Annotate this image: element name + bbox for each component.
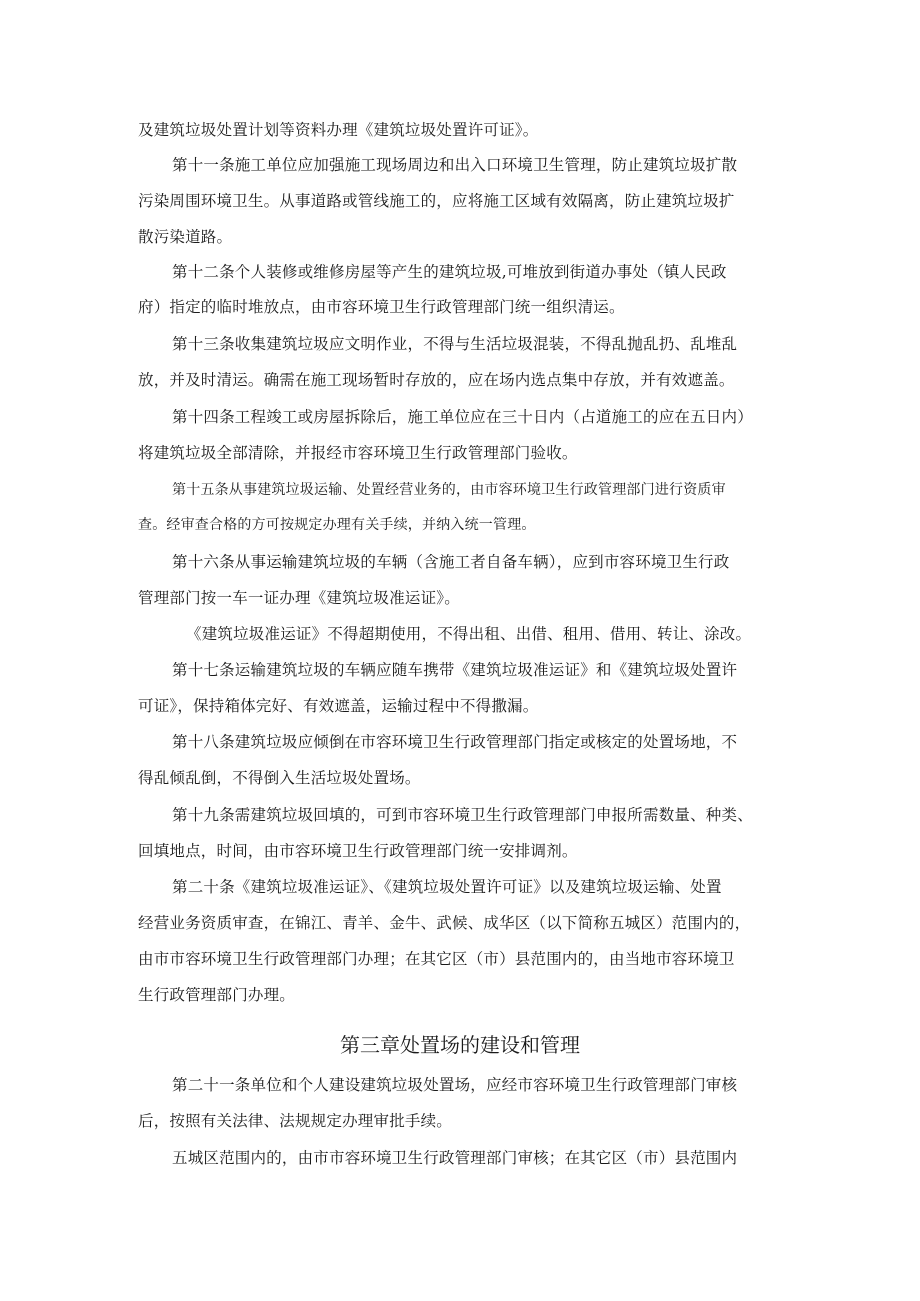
article-15-line-1: 第十五条从事建筑垃圾运输、处置经营业务的，由市容环境卫生行政管理部门进行资质审: [172, 482, 726, 498]
article-16-line-1: 第十六条从事运输建筑垃圾的车辆（含施工者自备车辆），应到市容环境卫生行政: [172, 553, 730, 571]
article-13-line-1: 第十三条收集建筑垃圾应文明作业，不得与生活垃圾混装，不得乱抛乱扔、乱堆乱: [172, 335, 738, 353]
article-21-line-2: 后，按照有关法律、法规规定办理审批手续。: [138, 1112, 453, 1130]
article-11-line-3: 散污染道路。: [138, 228, 233, 246]
article-12-line-2: 府）指定的临时堆放点，由市容环境卫生行政管理部门统一组织清运。: [138, 298, 625, 316]
article-17-line-1: 第十七条运输建筑垃圾的车辆应随车携带《建筑垃圾准运证》和《建筑垃圾处置许: [172, 661, 738, 679]
text-line: 五城区范围内的，由市市容环境卫生行政管理部门审核；在其它区（市）县范围内: [172, 1149, 738, 1167]
article-17-line-2: 可证》，保持箱体完好、有效遮盖，运输过程中不得撒漏。: [138, 697, 539, 715]
article-16-line-2: 管理部门按一车一证办理《建筑垃圾准运证》。: [138, 589, 460, 607]
article-18-line-2: 得乱倾乱倒，不得倒入生活垃圾处置场。: [138, 769, 421, 787]
article-14-line-2: 将建筑垃圾全部清除，并报经市容环境卫生行政管理部门验收。: [138, 444, 578, 462]
article-18-line-1: 第十八条建筑垃圾应倾倒在市容环境卫生行政管理部门指定或核定的处置场地，不: [172, 733, 738, 751]
text-line: 及建筑垃圾处置计划等资料办理《建筑垃圾处置许可证》。: [138, 121, 539, 139]
article-21-line-1: 第二十一条单位和个人建设建筑垃圾处置场，应经市容环境卫生行政管理部门审核: [172, 1076, 738, 1094]
article-20-line-2: 经营业务资质审查，在锦江、青羊、金牛、武候、成华区（以下简称五城区）范围内的，: [138, 914, 751, 932]
article-13-line-2: 放，并及时清运。确需在施工现场暂时存放的，应在场内选点集中存放，并有效遮盖。: [138, 371, 735, 389]
article-19-line-1: 第十九条需建筑垃圾回填的，可到市容环境卫生行政管理部门申报所需数量、种类、: [172, 806, 753, 824]
article-14-line-1: 第十四条工程竣工或房屋拆除后，施工单位应在三十日内（占道施工的应在五日内）: [172, 408, 753, 426]
article-11-line-2: 污染周围环境卫生。从事道路或管线施工的，应将施工区域有效隔离，防止建筑垃圾扩: [138, 192, 735, 210]
article-11-line-1: 第十一条施工单位应加强施工现场周边和出入口环境卫生管理，防止建筑垃圾扩散: [172, 156, 738, 174]
article-15-line-2: 查。经审查合格的方可按规定办理有关手续，并纳入统一管理。: [138, 517, 536, 533]
chapter-heading: 第三章处置场的建设和管理: [340, 1033, 580, 1057]
permit-rule-line: 《建筑垃圾准运证》不得超期使用，不得出租、出借、租用、借用、转让、涂改。: [186, 625, 752, 643]
article-19-line-2: 回填地点，时间，由市容环境卫生行政管理部门统一安排调剂。: [138, 842, 578, 860]
article-20-line-1: 第二十条《建筑垃圾准运证》、《建筑垃圾处置许可证》以及建筑垃圾运输、处置: [172, 878, 722, 896]
article-20-line-4: 生行政管理部门办理。: [138, 986, 296, 1004]
article-20-line-3: 由市市容环境卫生行政管理部门办理；在其它区（市）县范围内的，由当地市容环境卫: [138, 950, 735, 968]
article-12-line-1: 第十二条个人装修或维修房屋等产生的建筑垃圾,可堆放到街道办事处（镇人民政: [172, 263, 727, 281]
